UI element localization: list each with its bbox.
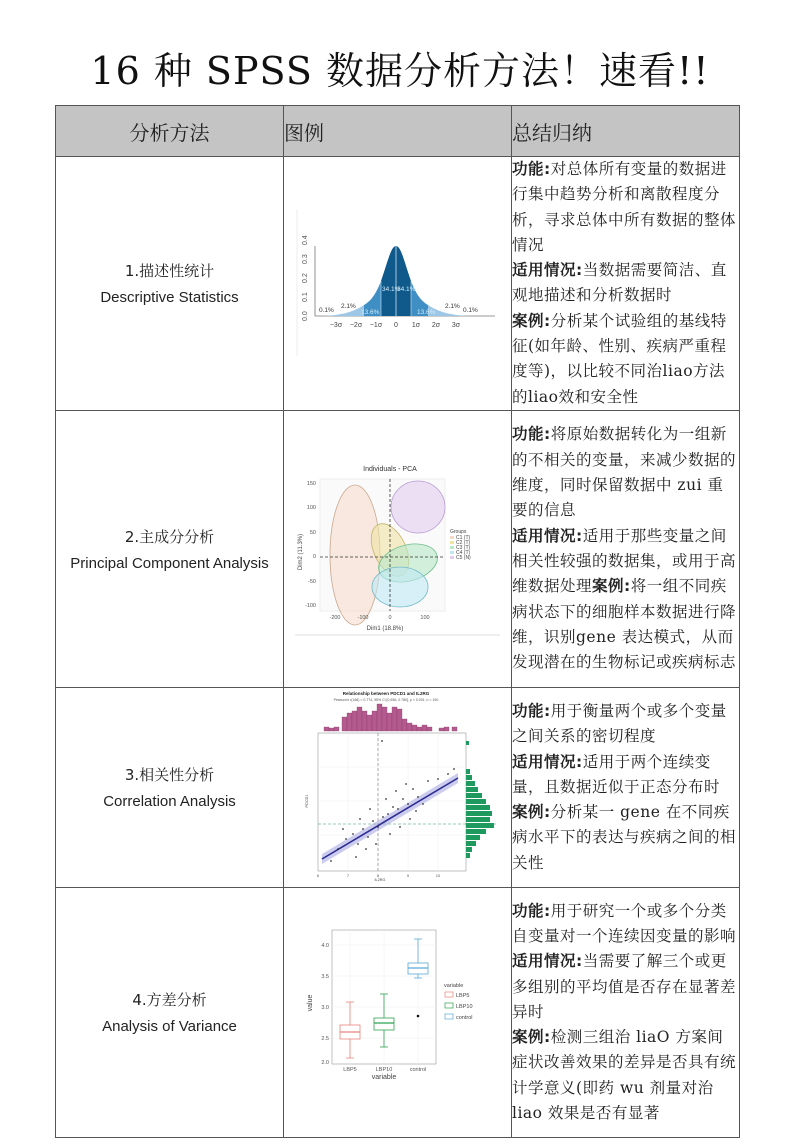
normal-distribution-chart: [293, 201, 503, 361]
y-tick: 0.2: [301, 273, 309, 284]
y-tick: 0.3: [301, 254, 309, 265]
method-name-en: Principal Component Analysis: [70, 554, 269, 572]
label-case: 案例:: [512, 1028, 551, 1047]
y-tick: 4.0: [320, 942, 329, 949]
pct-label: 0.1%: [462, 307, 478, 315]
y-tick: 0.4: [301, 235, 309, 246]
chart-title: Individuals - PCA: [363, 465, 417, 473]
y-tick: 100: [306, 504, 316, 511]
boxplot-chart: [298, 928, 498, 1088]
pct-label: 34.1%: [381, 286, 400, 294]
legend-item: control: [455, 1014, 473, 1021]
header-summary: 总结归纳: [512, 106, 740, 157]
x-tick: 8: [376, 873, 379, 879]
text-case: 将一组不同疾病状态下的细胞样本数据进行降维，识别gene 表达模式，从而发现潜在的生物标记或疾病标志: [512, 577, 737, 672]
text-case: 分析某一 gene 在不同疾病水平下的表达与疾病之间的相关性: [512, 803, 737, 872]
chart-title: Relationship between PDCD1 and IL2RG: [342, 691, 429, 697]
pct-label: 2.1%: [340, 303, 356, 311]
text-function: 将原始数据转化为一组新的不相关的变量，来减少数据的维度，同时保留数据中 zui 重要的信息: [512, 425, 737, 520]
text-function: 用于衡量两个或多个变量之间关系的密切程度: [512, 701, 727, 746]
x-axis-label: variable: [371, 1073, 396, 1081]
label-applicable: 适用情况:: [512, 261, 583, 280]
x-tick: control: [409, 1066, 426, 1073]
figure-cell: [284, 887, 512, 1137]
legend-item: C4 (T): [456, 549, 471, 556]
label-case: 案例:: [512, 311, 551, 330]
x-tick: LBP10: [375, 1066, 392, 1073]
legend-item: LBP10: [455, 1003, 473, 1010]
y-tick: 2.5: [320, 1035, 329, 1042]
table-row: [56, 410, 740, 687]
y-tick: 0.1: [301, 292, 309, 303]
label-applicable: 适用情况:: [512, 952, 583, 971]
x-tick: -100: [357, 614, 369, 621]
header-figure: 图例: [284, 106, 512, 157]
text-function: 对总体所有变量的数据进行集中趋势分析和离散程度分析，寻求总体中所有数据的整体情况: [512, 160, 737, 254]
y-axis-label: Dim2 (11.3%): [298, 533, 304, 571]
pct-label: 13.6%: [416, 309, 435, 317]
table-row: [56, 687, 740, 887]
x-tick: 9: [406, 873, 409, 879]
x-tick: -200: [329, 614, 341, 621]
legend-item: C3 (T): [456, 544, 471, 551]
text-applicable: 适用于两个连续变量，且数据近似于正态分布时: [512, 752, 721, 796]
method-name-en: Descriptive Statistics: [100, 289, 239, 307]
legend-item: C2 (T): [456, 539, 471, 546]
text-applicable: 当需要了解三个或更多组别的平均值是否存在显著差异时: [512, 952, 737, 1021]
page-title: 16 种 SPSS 数据分析方法！速看!!: [90, 49, 710, 93]
figure-cell: [284, 687, 512, 887]
y-tick: 3.5: [320, 973, 329, 980]
summary-cell: [512, 410, 740, 687]
figure-cell: [284, 157, 512, 411]
x-tick: 2σ: [431, 322, 440, 330]
method-name-zh: 3.相关性分析: [124, 766, 215, 785]
label-function: 功能:: [512, 160, 551, 178]
y-tick: 2.0: [320, 1059, 329, 1066]
summary-cell: [512, 157, 740, 411]
x-tick: −2σ: [349, 322, 362, 330]
text-applicable: 适用于那些变量之间相关性较强的数据集，或用于高维数据处理: [512, 526, 737, 596]
y-tick: 50: [309, 529, 316, 536]
legend-item: C5 (N): [456, 554, 471, 561]
y-tick: 0.0: [301, 311, 309, 322]
x-tick: 3σ: [451, 322, 460, 330]
x-tick: 7: [346, 873, 349, 879]
method-cell: [56, 887, 284, 1137]
pct-label: 0.1%: [318, 307, 334, 315]
summary-cell: [512, 887, 740, 1137]
y-tick: 150: [306, 480, 316, 487]
label-applicable: 适用情况:: [512, 526, 583, 545]
correlation-scatter-chart: [298, 689, 498, 881]
pca-scatter-chart: [290, 457, 505, 637]
legend-item: LBP5: [455, 992, 469, 999]
method-cell: [56, 157, 284, 411]
methods-table: [55, 105, 740, 1138]
legend-title: variable: [443, 982, 463, 989]
text-case: 分析某个试验组的基线特征(如年龄、性别、疾病严重程度等)，以比较不同治liao方法的liao效和安全性: [512, 311, 727, 406]
text-applicable: 当数据需要简洁、直观地描述和分析数据时: [512, 261, 727, 305]
y-tick: -100: [304, 602, 316, 609]
label-function: 功能:: [512, 901, 551, 920]
x-tick: 10: [435, 873, 440, 879]
x-tick: −3σ: [329, 322, 342, 330]
pct-label: 13.6%: [360, 309, 379, 317]
chart-subtitle: Pearson's r(168) = 0.774, 95% CI [0.636, 0.780], p < 0.001, n = 190: [333, 698, 438, 703]
label-applicable: 适用情况:: [512, 752, 583, 771]
summary-cell: [512, 687, 740, 887]
method-name-en: Correlation Analysis: [103, 793, 236, 811]
method-cell: [56, 687, 284, 887]
x-tick: 0: [388, 614, 392, 621]
x-tick: −1σ: [369, 322, 382, 330]
table-row: [56, 887, 740, 1137]
y-tick: 0: [312, 553, 316, 560]
label-function: 功能:: [512, 701, 551, 720]
table-header-row: [56, 106, 740, 157]
label-case: 案例:: [592, 577, 631, 596]
legend-title: Groups: [450, 528, 467, 535]
method-name-zh: 4.方差分析: [132, 991, 207, 1010]
x-axis-label: IL2RG: [374, 878, 385, 882]
label-case: 案例:: [512, 803, 551, 822]
x-tick: 0: [393, 322, 398, 330]
pct-label: 34.1%: [396, 286, 415, 294]
y-tick: -50: [308, 578, 316, 585]
figure-cell: [284, 410, 512, 687]
method-name-en: Analysis of Variance: [102, 1018, 237, 1036]
method-name-zh: 1.描述性统计: [124, 262, 215, 281]
y-tick: 3.0: [320, 1004, 329, 1011]
x-axis-label: Dim1 (18.8%): [366, 625, 404, 632]
x-tick: 100: [420, 614, 430, 621]
table-row: [56, 157, 740, 411]
pct-label: 2.1%: [444, 303, 460, 311]
x-tick: 6: [316, 873, 319, 879]
text-function: 用于研究一个或多个分类自变量对一个连续因变量的影响: [512, 901, 737, 945]
text-case: 检测三组治 liaO 方案间症状改善效果的差异是否具有统计学意义(即药 wu 剂量对治 liao 效果是否有显著: [512, 1028, 737, 1122]
x-tick: 1σ: [411, 322, 420, 330]
header-method: 分析方法: [56, 106, 284, 157]
label-function: 功能:: [512, 425, 551, 444]
y-axis-label: value: [306, 994, 314, 1012]
method-name-zh: 2.主成分分析: [124, 527, 215, 546]
y-axis-label: PDCD1: [304, 795, 309, 808]
method-cell: [56, 410, 284, 687]
x-tick: LBP5: [342, 1066, 357, 1073]
legend-item: C1 (T): [456, 534, 471, 541]
